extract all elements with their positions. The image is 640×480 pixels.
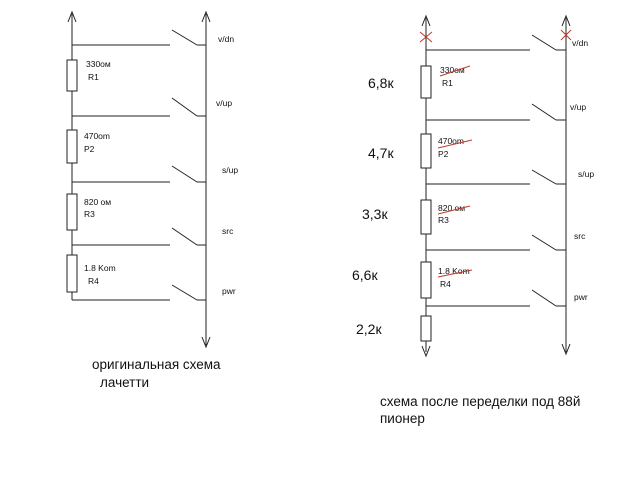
new-value-5: 2,2к	[356, 321, 382, 337]
switch-label-vup-mod: v/up	[570, 102, 587, 112]
new-value-3: 3,3к	[362, 206, 388, 222]
r1-value: 330ом	[86, 59, 111, 69]
resistor-p2-mod	[421, 134, 431, 168]
r4-ref: R4	[88, 276, 99, 286]
resistor-r1-mod	[421, 66, 431, 98]
switch-label-vup: v/up	[216, 98, 233, 108]
switch-label-sup: s/up	[222, 165, 239, 175]
resistor-r1	[67, 60, 77, 91]
switch-row-pwr	[72, 285, 206, 300]
modified-schematic	[352, 16, 594, 426]
r3-value: 820 ом	[84, 197, 112, 207]
switch-row-src	[72, 228, 206, 245]
switch-row-sup	[72, 166, 206, 182]
switch-label-sup-mod: s/up	[578, 169, 595, 179]
resistor-r3-mod	[421, 200, 431, 234]
switch-row-vdn	[72, 30, 206, 45]
switch-label-pwr: pwr	[222, 286, 236, 296]
switch-label-vdn: v/dn	[218, 34, 235, 44]
resistor-p2	[67, 130, 77, 163]
new-value-1: 6,8к	[368, 75, 394, 91]
new-value-4: 6,6к	[352, 267, 378, 283]
r1-ref: R1	[88, 72, 99, 82]
left-caption-line2: лачетти	[100, 375, 150, 390]
r3-old-ref: R3	[438, 215, 449, 225]
switch-row-vup	[72, 98, 206, 116]
r3-ref: R3	[84, 209, 95, 219]
resistor-added-mod	[421, 316, 431, 341]
r4-old-ref: R4	[440, 279, 451, 289]
p2-old-ref: P2	[438, 149, 449, 159]
r1-old-value: 330ом	[440, 65, 465, 75]
r3-old-value: 820 ом	[438, 203, 466, 213]
resistor-r3	[67, 194, 77, 230]
resistor-r4-mod	[421, 262, 431, 298]
new-value-2: 4,7к	[368, 145, 394, 161]
switch-row-sup-mod	[426, 170, 566, 184]
p2-value: 470om	[84, 131, 110, 141]
right-caption-line2: пионер	[380, 411, 425, 426]
right-caption-line1: схема после переделки под 88й	[380, 394, 581, 409]
p2-ref: P2	[84, 144, 95, 154]
original-schematic	[67, 12, 238, 390]
resistor-r4	[67, 255, 77, 292]
left-caption-line1: оригинальная схема	[92, 357, 221, 372]
r4-value: 1.8 Kom	[84, 263, 116, 273]
switch-label-src: src	[222, 226, 234, 236]
r1-old-ref: R1	[442, 78, 453, 88]
switch-row-vup-mod	[426, 104, 566, 120]
switch-label-src-mod: src	[574, 231, 586, 241]
p2-old-value: 470om	[438, 136, 464, 146]
switch-row-pwr-mod	[426, 290, 566, 306]
switch-row-src-mod	[426, 235, 566, 250]
switch-label-vdn-mod: v/dn	[572, 38, 589, 48]
switch-row-vdn-mod	[426, 35, 566, 50]
switch-label-pwr-mod: pwr	[574, 292, 588, 302]
r4-old-value: 1.8 Kom	[438, 266, 470, 276]
